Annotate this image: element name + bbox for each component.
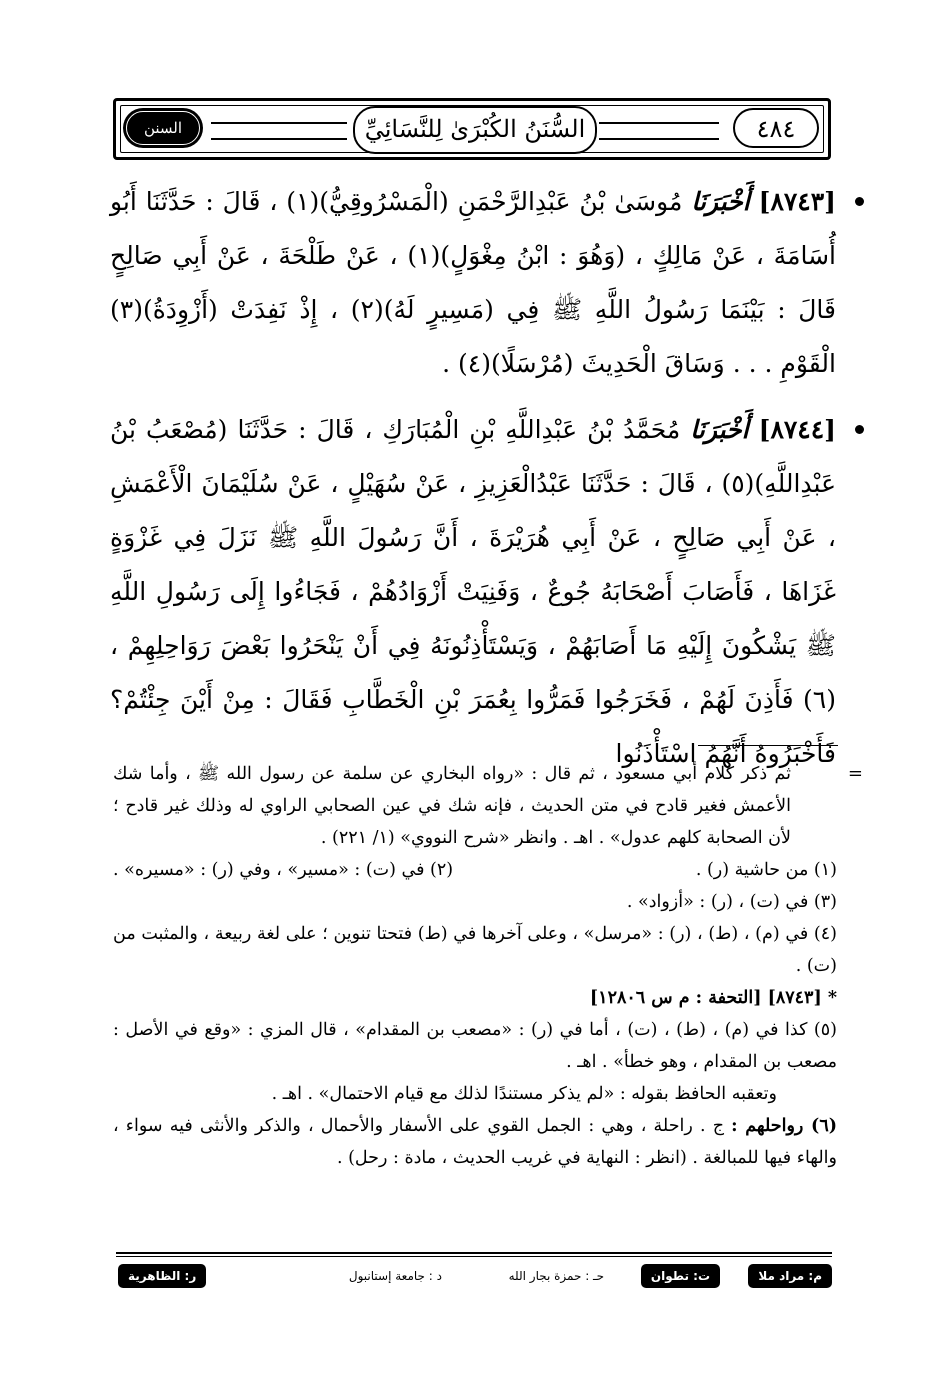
footnote-6 [113,1110,837,1174]
akhbarana-word: أَخْبَرَنَا [691,187,750,216]
akhbarana-word: أَخْبَرَنَا [690,415,749,444]
footnote-separator [698,745,838,746]
footnote-row [113,854,837,886]
header-ornament-right [599,122,719,140]
footnote-5-comment: وتعقبه الحافظ بقوله : «لم يذكر مستندًا لذلك مع قيام الاحتمال» . اهـ . [271,1084,777,1104]
main-text [110,175,836,793]
footnote-4: (٤) في (م) ، (ط) ، (ر) : «مرسل» ، وعلى آخرها في (ط) فتحتا تنوين ؛ على لغة ربيعة ، والمثبت من (ت) . [113,924,837,976]
footer-rule [116,1252,832,1254]
book-title: السُّنَنُ الكُبْرَىٰ لِلنَّسَائِيِّ [353,106,597,154]
footnote-2: (٢) في (ت) : «مسير» ، وفي (ر) : «مسيره» . [113,860,454,880]
page-number: ٤٨٤ [733,108,819,148]
manuscript-m: م: مراد ملا [748,1264,832,1288]
footnote-text: ثم ذكر كلام أبي مسعود ، ثم قال : «رواه البخاري عن سلمة عن رسول الله ﷺ ، وأما شك الأعمش فغير قادح في متن الحديث ، فإنه شك في عين الصحابي الراوي له وذلك غير قادح ؛ لأن الصحابة كلهم عدول» . اهـ . وانظر «شرح النووي» (١/ ٢٢١) . [113,764,791,848]
footnote-1: (١) من حاشية (ر) . [695,860,837,880]
manuscript-t: ت: تطوان [641,1264,720,1288]
hadith-number: [٨٧٤٤] [758,415,836,444]
hadith-entry [110,175,836,391]
footnote-6-head: (٦) رواحلهم : [731,1116,837,1136]
bullet-icon [855,197,864,206]
bullet-icon [855,425,864,434]
hadith-number: [٨٧٤٣] [758,187,836,216]
footer-rule-thin [116,1256,832,1257]
tuhfa-reference: * [٨٧٤٣] [التحفة : م س ١٢٨٠٦] [589,988,837,1008]
book-emblem: السنن الكبرى [123,108,203,148]
footnote-5: (٥) كذا في (م) ، (ط) ، (ت) ، أما في (ر) : «مصعب بن المقدام» ، قال المزي : «وقع في الأصل : مصعب بن المقدام ، وهو خطأ» . اهـ . [113,1020,837,1072]
manuscript-r: ر: الظاهرية [118,1264,206,1288]
footnote-6-text: ج . راحلة ، وهي : الجمل القوي على الأسفار والأحمال ، والذكر والأنثى فيه سواء ، والهاء فيها للمبالغة . (انظر : النهاية في غريب الحديث ، مادة : رحل) . [113,1116,837,1168]
manuscript-legend [118,1262,832,1292]
continuation-mark: = [847,763,863,784]
header-ornament-left [211,122,347,140]
hadith-entry [110,403,836,781]
hadith-text: مُوسَىٰ بْنُ عَبْدِالرَّحْمَنِ (الْمَسْرُوقِيُّ)(١) ، قَالَ : حَدَّثَنَا أَبُو أُسَامَةَ ، عَنْ مَالِكٍ ، (وَهُوَ : ابْنُ مِغْوَلٍ)(١) ، عَنْ طَلْحَةَ ، عَنْ أَبِي صَالِحٍ قَالَ : بَيْنَمَا رَسُولُ اللَّهِ ﷺ فِي (مَسِيرٍ لَهُ)(٢) ، إِذْ نَفِدَتْ (أَزْوِدَةُ)(٣) الْقَوْمِ . . . وَسَاقَ الْحَدِيثَ (مُرْسَلًا)(٤) . [110,187,836,378]
footnote-continuation [113,758,863,854]
footnote-3: (٣) في (ت) ، (ر) : «أزواد» . [626,892,837,912]
manuscript-h: حـ : حمزة بجار الله [508,1269,604,1283]
manuscript-d: د : جامعة إستانبول [348,1269,442,1283]
hadith-text: مُحَمَّدُ بْنُ عَبْدِاللَّهِ بْنِ الْمُبَارَكِ ، قَالَ : حَدَّثَنَا (مُصْعَبُ بْنُ عَبْدِاللَّهِ)(٥) ، قَالَ : حَدَّثَنَا عَبْدُالْعَزِيزِ ، عَنْ سُهَيْلٍ ، عَنْ سُلَيْمَانَ الْأَعْمَشِ ، عَنْ أَبِي صَالِحٍ ، عَنْ أَبِي هُرَيْرَةَ ، أَنَّ رَسُولَ اللَّهِ ﷺ نَزَلَ فِي غَزْوَةٍ غَزَاهَا ، فَأَصَابَ أَصْحَابَهُ جُوعٌ ، وَفَنِيَتْ أَزْوَادُهُمْ ، فَجَاءُوا إِلَى رَسُولِ اللَّهِ ﷺ يَشْكُونَ إِلَيْهِ مَا أَصَابَهُمْ ، وَيَسْتَأْذِنُونَهُ فِي أَنْ يَنْحَرُوا بَعْضَ رَوَاحِلِهِمْ ،(٦) فَأَذِنَ لَهُمْ ، فَخَرَجُوا فَمَرُّوا بِعُمَرَ بْنِ الْخَطَّابِ فَقَالَ : مِنْ أَيْنَ جِئْتُمْ؟ فَأَخْبَرُوهُ أَنَّهُمُ اسْتَأْذَنُوا [110,415,836,768]
page-header [113,98,831,177]
footnotes [113,758,863,1174]
